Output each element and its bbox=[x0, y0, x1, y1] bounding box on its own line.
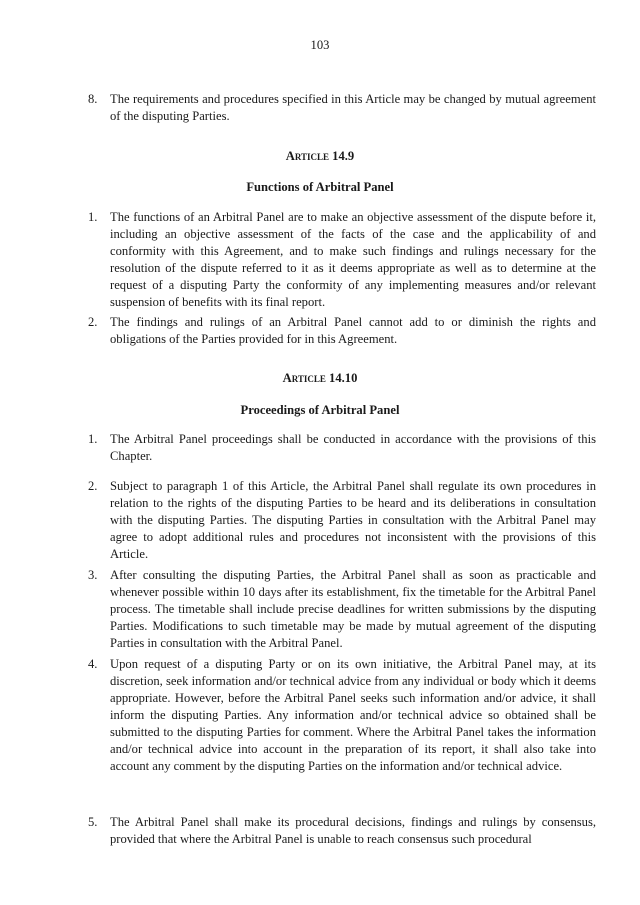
article-14-9-paragraph-1 bbox=[88, 209, 596, 311]
article-14-10-heading: Article 14.10 bbox=[282, 371, 358, 385]
paragraph-text: After consulting the disputing Parties, the Arbitral Panel shall as soon as practicable and whenever possible within 10 days after its establishment, fix the timetable for the Arbitral Panel process. The timetable shall include precise deadlines for written submissions by the disputing Parties. Modifications to such timetable may be made by mutual agreement of the disputing Parties in consultation with the Arbitral Panel. bbox=[110, 568, 596, 650]
page-number: 103 bbox=[310, 38, 330, 52]
article-14-10-paragraph-2 bbox=[88, 478, 596, 563]
article-14-10-title: Proceedings of Arbitral Panel bbox=[240, 403, 400, 417]
paragraph-number: 1. bbox=[88, 432, 98, 446]
paragraph-text: Subject to paragraph 1 of this Article, the Arbitral Panel shall regulate its own procedures in relation to the rights of the disputing Parties to be heard and its deliberations in consultation with the disputing Parties. The disputing Parties in consultation with the Arbitral Panel may agree to adopt additional rules and procedures not inconsistent with the provisions of this Article. bbox=[110, 479, 596, 561]
paragraph-number: 1. bbox=[88, 210, 98, 224]
paragraph-number: 2. bbox=[88, 479, 98, 493]
paragraph-text: The requirements and procedures specified in this Article may be changed by mutual agreement of the disputing Parties. bbox=[110, 92, 596, 123]
paragraph-number: 3. bbox=[88, 568, 98, 582]
article-14-10-paragraph-5 bbox=[88, 814, 596, 848]
article-14-9-heading: Article 14.9 bbox=[285, 149, 355, 163]
article-14-10-paragraph-4 bbox=[88, 656, 596, 775]
paragraph-text: The functions of an Arbitral Panel are to make an objective assessment of the dispute before it, including an objective assessment of the facts of the case and the applicability of and conformity with this Agreement, and to make such findings and rulings necessary for the resolution of the dispute referred to it as it deems appropriate as well as to determine at the request of a disputing Party the conformity of any implementing measures and/or relevant suspension of benefits with its final report. bbox=[110, 210, 596, 309]
article-14-10-paragraph-1 bbox=[88, 431, 596, 465]
paragraph-number: 8. bbox=[88, 92, 98, 106]
paragraph-text: The Arbitral Panel shall make its procedural decisions, findings and rulings by consensus, provided that where the Arbitral Panel is unable to reach consensus such procedural bbox=[110, 815, 596, 846]
article-14-9-title: Functions of Arbitral Panel bbox=[246, 180, 394, 194]
paragraph-8 bbox=[88, 91, 596, 125]
paragraph-number: 2. bbox=[88, 315, 98, 329]
paragraph-text: Upon request of a disputing Party or on its own initiative, the Arbitral Panel may, at its discretion, seek information and/or technical advice from any individual or body which it deems appropriate. However, before the Arbitral Panel seeks such information and/or advice, it shall inform the disputing Parties. Any information and/or technical advice so obtained shall be submitted to the disputing Parties for comment. Where the Arbitral Panel takes the information and/or technical advice into account in the preparation of its report, it shall also take into account any comment by the disputing Parties on the information and/or technical advice. bbox=[110, 657, 596, 773]
paragraph-number: 4. bbox=[88, 657, 98, 671]
paragraph-text: The findings and rulings of an Arbitral Panel cannot add to or diminish the rights and obligations of the Parties provided for in this Agreement. bbox=[110, 315, 596, 346]
article-14-10-paragraph-3 bbox=[88, 567, 596, 652]
paragraph-number: 5. bbox=[88, 815, 98, 829]
paragraph-text: The Arbitral Panel proceedings shall be conducted in accordance with the provisions of this Chapter. bbox=[110, 432, 596, 463]
article-14-9-paragraph-2 bbox=[88, 314, 596, 348]
